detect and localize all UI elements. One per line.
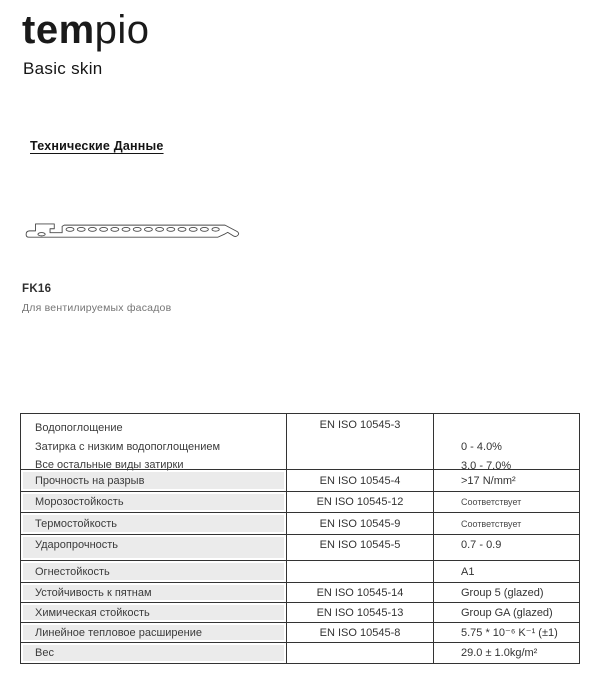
table-row (21, 534, 579, 560)
brand-logo-bold: tem (22, 8, 95, 52)
standard-cell: EN ISO 10545-5 (286, 535, 433, 560)
standard-label: EN ISO 10545-3 (319, 419, 401, 431)
value-cell: 29.0 ± 1.0kg/m² (433, 643, 579, 663)
value-text: 0 - 4.0% (461, 441, 502, 453)
standard-cell: EN ISO 10545-9 (286, 513, 433, 534)
property-label: Затирка с низким водопоглощением (35, 440, 221, 453)
standard-cell (286, 643, 433, 663)
property-cell (21, 561, 286, 582)
standard-cell: EN ISO 10545-4 (286, 470, 433, 491)
table-row (21, 582, 579, 602)
property-label: Морозостойкость (23, 494, 284, 510)
value-cell: 5.75 * 10⁻⁶ K⁻¹ (±1) (433, 623, 579, 642)
table-row (21, 602, 579, 622)
property-cell (21, 470, 286, 491)
property-label: Ударопрочность (23, 537, 284, 558)
product-code: FK16 (22, 283, 52, 295)
brand-logo (22, 6, 150, 54)
brand-logo-light: pio (94, 8, 150, 52)
value-cell: A1 (433, 561, 579, 582)
table-row (21, 512, 579, 534)
property-cell (21, 643, 286, 663)
standard-cell: EN ISO 10545-8 (286, 623, 433, 642)
table-row (21, 469, 579, 491)
property-cell (21, 535, 286, 560)
property-cell (21, 414, 286, 469)
property-label: Устойчивость к пятнам (23, 585, 284, 600)
technical-data-table (20, 413, 580, 664)
value-cell: >17 N/mm² (433, 470, 579, 491)
panel-profile-drawing (24, 215, 248, 241)
standard-cell: EN ISO 10545-14 (286, 583, 433, 602)
value-text: 3.0 - 7.0% (461, 459, 512, 472)
property-label: Термостойкость (23, 515, 284, 532)
property-label: Все остальные виды затирки (35, 459, 184, 471)
property-cell (21, 492, 286, 512)
property-label: Огнестойкость (23, 563, 284, 580)
table-row (21, 642, 579, 663)
standard-cell: EN ISO 10545-13 (286, 603, 433, 622)
property-cell (21, 623, 286, 642)
value-cell: Group 5 (glazed) (433, 583, 579, 602)
property-label: Химическая стойкость (23, 605, 284, 620)
property-cell (21, 513, 286, 534)
product-description: Для вентилируемых фасадов (22, 302, 172, 314)
table-row (21, 560, 579, 582)
property-label: Вес (23, 645, 284, 661)
property-label: Прочность на разрыв (23, 472, 284, 489)
standard-cell (286, 561, 433, 582)
standard-cell: EN ISO 10545-12 (286, 492, 433, 512)
property-label: Линейное тепловое расширение (23, 625, 284, 640)
standard-cell (286, 414, 433, 469)
property-cell (21, 603, 286, 622)
value-cell (433, 414, 579, 472)
panel-cross-section-icon (24, 215, 248, 241)
technical-data-link[interactable]: Технические Данные (30, 139, 164, 153)
value-cell: 0.7 - 0.9 (433, 535, 579, 560)
value-cell: Соответствует (433, 492, 579, 512)
property-label: Водопоглощение (35, 422, 123, 434)
property-cell (21, 583, 286, 602)
product-line-title: Basic skin (23, 59, 103, 78)
table-row-water-absorption (21, 414, 579, 472)
table-row (21, 491, 579, 512)
value-cell: Group GA (glazed) (433, 603, 579, 622)
value-cell: Соответствует (433, 513, 579, 534)
table-row (21, 622, 579, 642)
